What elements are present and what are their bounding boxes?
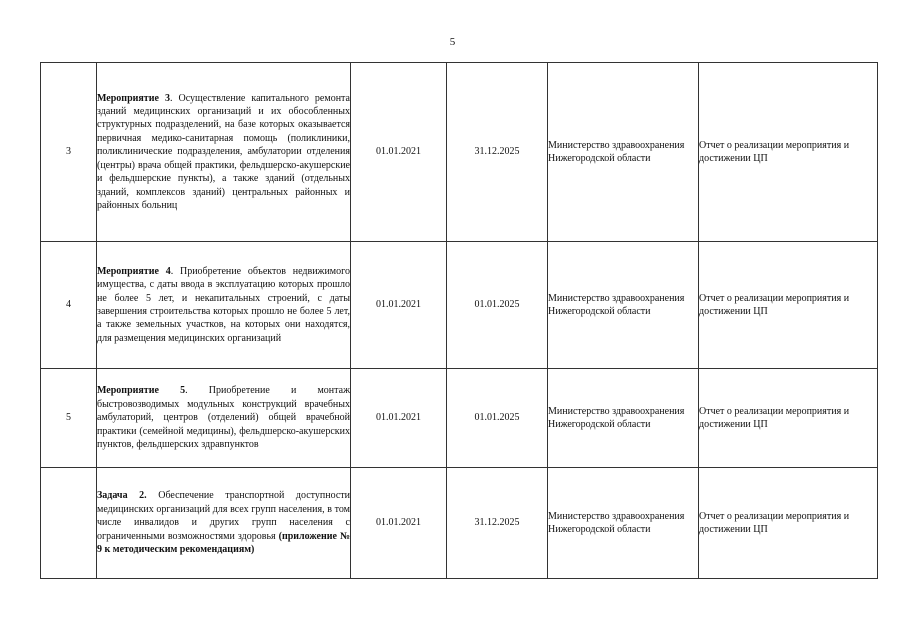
responsible-organization: Министерство здравоохранения Нижегородской области	[548, 468, 699, 579]
responsible-organization: Министерство здравоохранения Нижегородской области	[548, 63, 699, 242]
table-row	[41, 242, 878, 369]
row-number: 4	[41, 242, 97, 369]
table-row	[41, 369, 878, 468]
report-type: Отчет о реализации мероприятия и достижении ЦП	[699, 468, 878, 579]
row-number	[41, 468, 97, 579]
table-row	[41, 63, 878, 242]
report-type: Отчет о реализации мероприятия и достижении ЦП	[699, 242, 878, 369]
task-text-bold: (приложение № 9 к методическим рекомендациям)	[97, 530, 350, 556]
row-number: 3	[41, 63, 97, 242]
responsible-organization: Министерство здравоохранения Нижегородской области	[548, 242, 699, 369]
end-date: 31.12.2025	[447, 468, 548, 579]
end-date: 01.01.2025	[447, 369, 548, 468]
task-title: Задача 2.	[97, 490, 147, 502]
activity-description	[97, 63, 351, 242]
activity-text: . Приобретение и монтаж быстровозводимых модульных конструкций врачебных амбулаторий, центров (отделений) общей врачебной практики (семейной медицины), фельдшерско-акушерских пунктов, фельдшерских здравпунктов	[97, 385, 350, 451]
activity-title: Мероприятие 4	[97, 265, 171, 277]
table-row	[41, 468, 878, 579]
end-date: 31.12.2025	[447, 63, 548, 242]
row-number: 5	[41, 369, 97, 468]
report-type: Отчет о реализации мероприятия и достижении ЦП	[699, 63, 878, 242]
task-description	[97, 468, 351, 579]
start-date: 01.01.2021	[351, 468, 447, 579]
activity-text: . Приобретение объектов недвижимого имущества, с даты ввода в эксплуатацию которых прошло не более 5 лет, и некапитальных строений, с даты завершения строительства которых прошло не более 5 лет, а также земельных участков, на которых они находятся, для размещения медицинских организаций	[97, 265, 350, 344]
activity-title: Мероприятие 3	[97, 92, 170, 104]
page-number: 5	[449, 36, 456, 48]
report-type: Отчет о реализации мероприятия и достижении ЦП	[699, 369, 878, 468]
activity-title: Мероприятие 5	[97, 385, 186, 397]
task-text: Обеспечение транспортной доступности медицинских организаций для всех групп населения, в том числе инвалидов и других групп населения с ограниченными возможностями здоровья	[97, 490, 351, 542]
end-date: 01.01.2025	[447, 242, 548, 369]
activity-text: . Осуществление капитального ремонта зданий медицинских организаций и их обособленных структурных подразделений, на базе которых оказывается первичная медико-санитарная помощь (поликлиники, поликлинические подразделения, амбулатории отделения (центры) врача общей практики, фельдшерско-акушерские и фельдшерские пункты), а также зданий (отдельных зданий, комплексов зданий) центральных районных и районных больниц	[97, 92, 350, 211]
responsible-organization: Министерство здравоохранения Нижегородской области	[548, 369, 699, 468]
start-date: 01.01.2021	[351, 242, 447, 369]
activity-description	[97, 369, 351, 468]
start-date: 01.01.2021	[351, 369, 447, 468]
activities-table	[40, 62, 878, 579]
activity-description	[97, 242, 351, 369]
start-date: 01.01.2021	[351, 63, 447, 242]
